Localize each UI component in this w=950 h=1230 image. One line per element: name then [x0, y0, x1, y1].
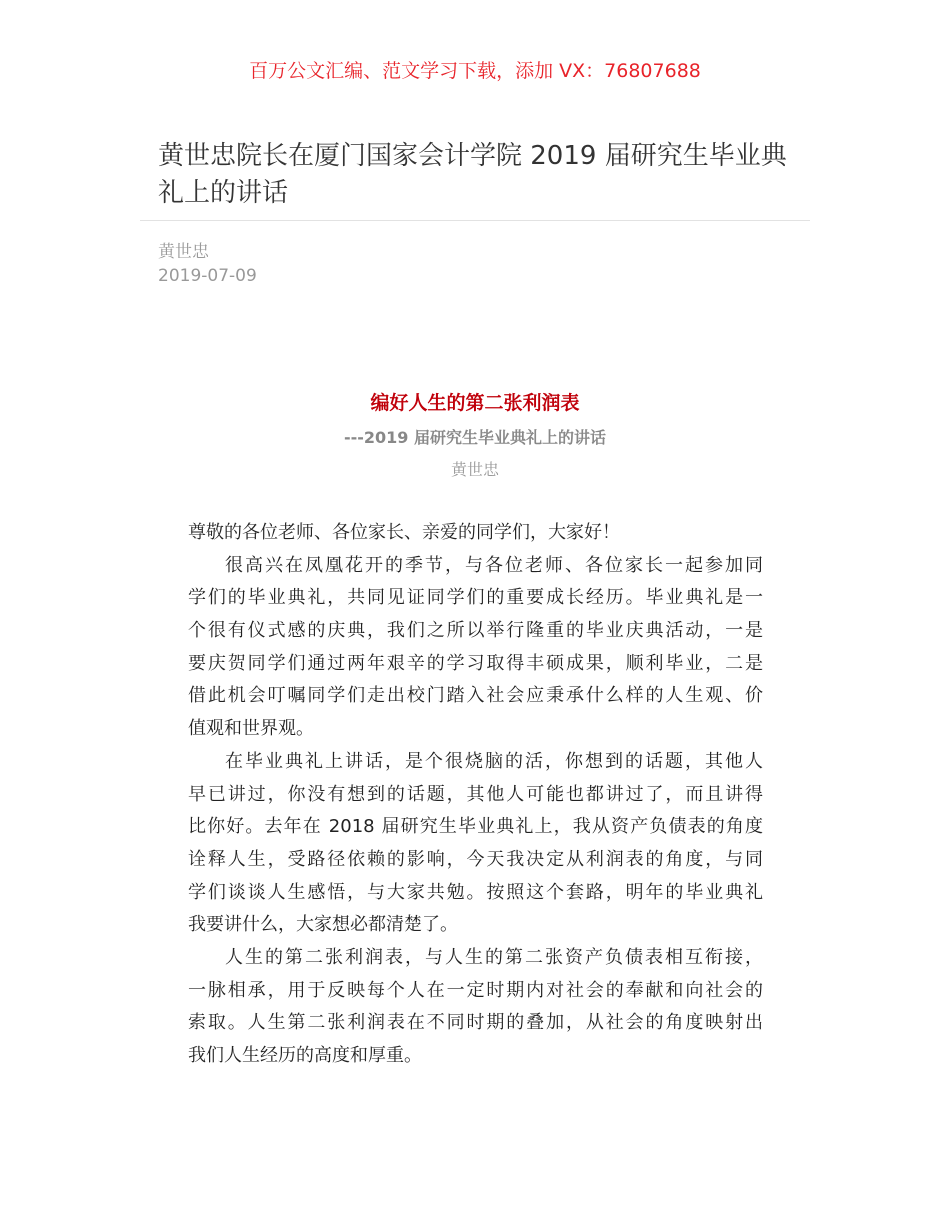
- speech-heading: 编好人生的第二张利润表: [370, 392, 580, 414]
- title-divider: [140, 220, 810, 221]
- paragraph-line: 早已讲过，你没有想到的话题，其他人可能也都讲过了，而且讲得: [188, 783, 763, 805]
- paragraph-line: 我要讲什么，大家想必都清楚了。: [188, 914, 458, 936]
- paragraph-line: 在毕业典礼上讲话，是个很烧脑的活，你想到的话题，其他人: [225, 750, 763, 772]
- paragraph-line: 借此机会叮嘱同学们走出校门踏入社会应秉承什么样的人生观、价: [188, 685, 763, 707]
- paragraph-line: 索取。人生第二张利润表在不同时期的叠加，从社会的角度映射出: [188, 1012, 763, 1034]
- paragraph-line: 我们人生经历的高度和厚重。: [188, 1045, 422, 1066]
- paragraph: [188, 746, 763, 942]
- paragraph-line: 人生的第二张利润表，与人生的第二张资产负债表相互衔接，: [225, 946, 763, 968]
- article-meta: [158, 240, 257, 288]
- paragraph: [188, 517, 763, 550]
- paragraph-line: 要庆贺同学们通过两年艰辛的学习取得丰硕成果，顺利毕业，二是: [188, 652, 763, 674]
- paragraph-line: 一脉相承，用于反映每个人在一定时期内对社会的奉献和向社会的: [188, 979, 763, 1001]
- paragraph-line: 学们谈谈人生感悟，与大家共勉。按照这个套路，明年的毕业典礼: [188, 881, 763, 903]
- download-banner: 百万公文汇编、范文学习下载，添加 VX：76807688: [249, 60, 701, 82]
- paragraph-line: 个很有仪式感的庆典，我们之所以举行隆重的毕业庆典活动，一是: [188, 620, 763, 642]
- paragraph-line: 尊敬的各位老师、各位家长、亲爱的同学们，大家好！: [188, 522, 620, 543]
- paragraph: [188, 942, 763, 1073]
- paragraph-line: 比你好。去年在 2018 届研究生毕业典礼上，我从资产负债表的角度: [188, 816, 763, 838]
- paragraph-line: 很高兴在凤凰花开的季节，与各位老师、各位家长一起参加同: [225, 554, 763, 576]
- paragraph: [188, 550, 763, 746]
- article-author: 黄世忠: [158, 242, 209, 262]
- paragraph-line: 学们的毕业典礼，共同见证同学们的重要成长经历。毕业典礼是一: [188, 587, 763, 609]
- article-title: 黄世忠院长在厦门国家会计学院 2019 届研究生毕业典礼上的讲话: [158, 141, 787, 208]
- article-date: 2019-07-09: [158, 266, 257, 286]
- speech-subheading: ---2019 届研究生毕业典礼上的讲话: [343, 428, 607, 447]
- speech-body: [188, 517, 763, 1073]
- speech-speaker: 黄世忠: [450, 460, 499, 479]
- paragraph-line: 诠释人生，受路径依赖的影响，今天我决定从利润表的角度，与同: [188, 848, 763, 870]
- paragraph-line: 值观和世界观。: [188, 718, 314, 740]
